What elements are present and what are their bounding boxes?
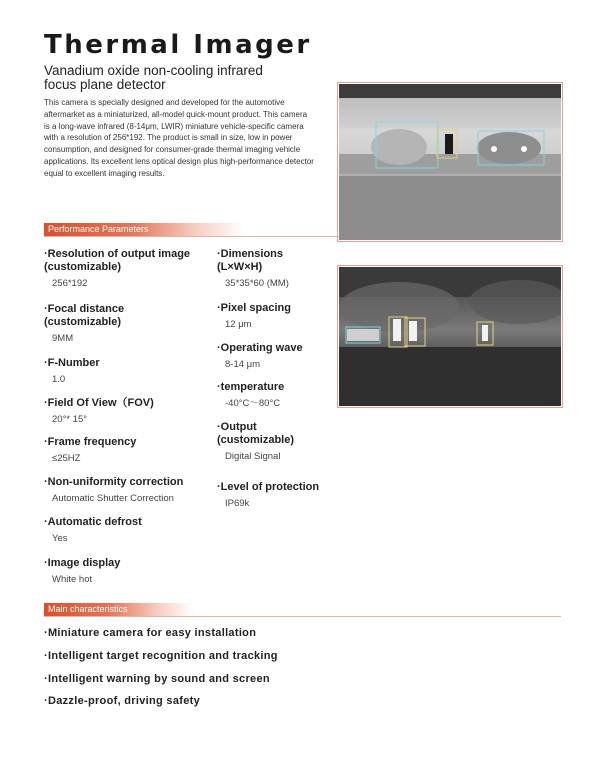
main-divider (44, 616, 561, 617)
pedestrian (482, 325, 488, 341)
param-value: ≤25HZ (52, 453, 81, 464)
param-pixel-spacing (217, 302, 291, 331)
param-label: ·Resolution of output image (customizable) (44, 248, 191, 273)
roof-edge (339, 84, 561, 98)
param-value: 12 μm (225, 319, 252, 330)
pedestrian (409, 321, 417, 341)
thermal-road-photo-night (339, 267, 561, 406)
feature-item: ·Intelligent target recognition and tracking (44, 650, 278, 662)
param-label: ·F-Number (44, 357, 100, 369)
road (339, 347, 561, 406)
param-label: ·Output (customizable) (217, 421, 295, 446)
feature-item: ·Dazzle-proof, driving safety (44, 695, 200, 707)
param-label: ·Frame frequency (44, 436, 137, 448)
headlight (491, 146, 497, 152)
param-automatic-defrost (44, 516, 142, 545)
pedestrian (445, 134, 453, 154)
thermal-road-photo-day (339, 84, 561, 240)
sky (339, 98, 561, 128)
pedestrian (393, 319, 401, 341)
param-value: 35*35*60 (MM) (225, 278, 289, 289)
param-frame-frequency (44, 436, 136, 465)
param-protection-level (217, 481, 319, 510)
param-label: ·Dimensions (L×W×H) (217, 248, 284, 273)
param-f-number (44, 357, 100, 386)
performance-parameters-header: Performance Parameters (44, 223, 244, 236)
param-label: ·Field Of View（FOV) (44, 397, 154, 409)
param-temperature (217, 381, 284, 410)
param-value: 9MM (52, 333, 74, 344)
param-value: Yes (52, 533, 68, 544)
param-operating-wave (217, 342, 303, 371)
param-label: ·Automatic defrost (44, 516, 142, 528)
thermal-scene-2-drawing (339, 267, 561, 406)
param-image-display (44, 557, 120, 586)
feature-item: ·Intelligent warning by sound and screen (44, 673, 270, 685)
headlight (521, 146, 527, 152)
param-label: ·Focal distance (customizable) (44, 303, 125, 328)
main-characteristics-header: Main characteristics (44, 603, 194, 616)
param-value: 8-14 μm (225, 359, 261, 370)
car-left (371, 129, 427, 165)
param-value: 256*192 (52, 278, 88, 289)
param-non-uniformity (44, 476, 183, 505)
param-label: ·temperature (217, 381, 285, 393)
param-value: 1.0 (52, 374, 66, 385)
param-label: ·Image display (44, 557, 121, 569)
param-value: Automatic Shutter Correction (52, 493, 174, 504)
param-value: IP69k (225, 498, 250, 509)
intro-paragraph: This camera is specially designed and developed for the automotive aftermarket as a miniaturized, all-model quick-mount product. This camera is a long-wave infrared (8-14μm, LWIR) miniature vehicle-specific camera with a resolution of 256*192. The product is small in size, low in power consumption, and designed for consumer-grade thermal imaging vehicle applications. Its excellent lens optical design plus high-performance detector equal to excellent imaging results. (44, 98, 314, 178)
page-subtitle: Vanadium oxide non-cooling infrared focus plane detector (44, 63, 263, 92)
param-focal-distance (44, 303, 124, 345)
param-label: ·Operating wave (217, 342, 303, 354)
feature-item: ·Miniature camera for easy installation (44, 627, 257, 639)
thermal-scene-1-drawing (339, 84, 561, 240)
param-label: ·Non-uniformity correction (44, 476, 184, 488)
car (347, 329, 379, 341)
param-value: 20°* 15° (52, 414, 88, 425)
param-label: ·Level of protection (217, 481, 320, 493)
road (339, 176, 561, 240)
param-dimensions (217, 248, 289, 290)
page-title: Thermal Imager (44, 30, 312, 60)
param-value: -40°C～80°C (225, 398, 281, 409)
param-fov (44, 397, 154, 426)
param-label: ·Pixel spacing (217, 302, 291, 314)
param-resolution (44, 248, 190, 290)
param-value: White hot (52, 574, 93, 585)
car-right (477, 132, 541, 164)
param-value: Digital Signal (225, 451, 281, 462)
param-output (217, 421, 294, 463)
